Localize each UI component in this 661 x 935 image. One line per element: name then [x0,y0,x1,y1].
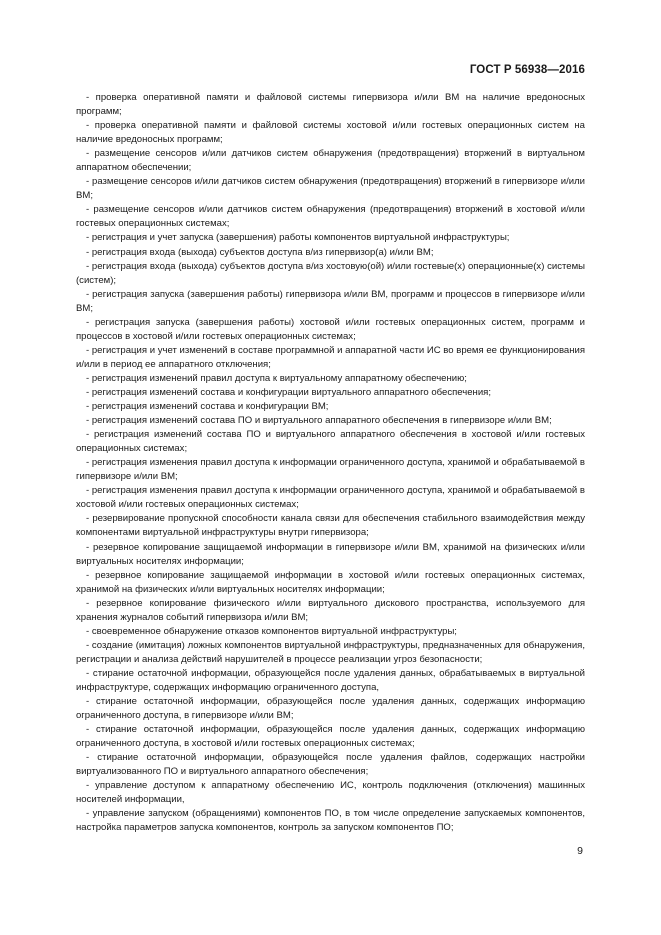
list-item: - регистрация изменений правил доступа к виртуальному аппаратному обеспечению; [86,372,467,384]
page-number: 9 [577,845,583,857]
list-item: - регистрация запуска (завершения работы) гипервизора и/или ВМ, программ и процессов в гипервизоре и/или ВМ; [76,288,585,314]
list-item: - резервное копирование физического и/или виртуального дискового пространства, используемого для хранения журналов событий гипервизора и/или ВМ; [76,597,585,623]
list-item: - регистрация и учет изменений в составе программной и аппаратной части ИС во время ее функционирования и/или в период ее аппаратного отключения; [76,344,585,370]
list-item: - регистрация входа (выхода) субъектов доступа в/из хостовую(ой) и/или гостевые(х) операционные(х) системы (систем); [76,260,585,286]
list-item: - регистрация запуска (завершения работы) хостовой и/или гостевых операционных систем, программ и процессов в хостовой и/или гостевых операционных системах; [76,316,585,342]
list-item: - размещение сенсоров и/или датчиков систем обнаружения (предотвращения) вторжений в гипервизоре и/или ВМ; [76,176,585,202]
list-item: - размещение сенсоров и/или датчиков систем обнаружения (предотвращения) вторжений в виртуальном аппаратном обеспечении; [76,148,585,174]
list-item: - регистрация и учет запуска (завершения) работы компонентов виртуальной инфраструктуры; [86,232,510,244]
list-item: - регистрация изменения правил доступа к информации ограниченного доступа, хранимой и обрабатываемой в гипервизоре и/или ВМ; [76,457,585,483]
measures-list [76,91,585,835]
list-item: - резервное копирование защищаемой информации в гипервизоре и/или ВМ, хранимой на физических и/или виртуальных носителях информации; [76,541,585,567]
list-item: - проверка оперативной памяти и файловой системы гипервизора и/или ВМ на наличие вредоносных программ; [76,92,585,118]
list-item: - стирание остаточной информации, образующейся после удаления данных, обрабатываемых в виртуальной инфраструктуре, содержащих информацию ограниченного доступа, [76,667,585,693]
standard-header: ГОСТ Р 56938—2016 [469,64,585,76]
list-item: - проверка оперативной памяти и файловой системы хостовой и/или гостевых операционных систем на наличие вредоносных программ; [76,120,585,146]
list-item: - размещение сенсоров и/или датчиков систем обнаружения (предотвращения) вторжений в хостовой и/или гостевых операционных системах; [76,204,585,230]
list-item: - стирание остаточной информации, образующейся после удаления данных, содержащих информацию ограниченного доступа, в хостовой и/или гостевых операционных системах; [76,724,585,750]
list-item: - регистрация изменений состава ПО и виртуального аппаратного обеспечения в гипервизоре и/или ВМ; [86,415,552,427]
list-item: - стирание остаточной информации, образующейся после удаления файлов, содержащих настройки виртуализованного ПО и виртуального аппаратного обеспечения; [76,752,585,778]
list-item: - регистрация изменений состава и конфигурации виртуального аппаратного обеспечения; [86,386,491,398]
list-item: - своевременное обнаружение отказов компонентов виртуальной инфраструктуры; [86,625,457,637]
list-item: - резервирование пропускной способности канала связи для обеспечения стабильного взаимодействия между компонентами виртуальной инфраструктуры внутри гипервизора; [76,513,585,539]
list-item: - управление доступом к аппаратному обеспечению ИС, контроль подключения (отключения) машинных носителей информации, [76,780,585,806]
list-item: - регистрация изменения правил доступа к информации ограниченного доступа, хранимой и обрабатываемой в хостовой и/или гостевых операционных системах; [76,485,585,511]
list-item: - создание (имитация) ложных компонентов виртуальной инфраструктуры, предназначенных для обнаружения, регистрации и анализа действий нарушителей в процессе реализации угроз безопасности; [76,639,585,665]
list-item: - резервное копирование защищаемой информации в хостовой и/или гостевых операционных системах, хранимой на физических и/или виртуальных носителях информации; [76,569,585,595]
list-item: - управление запуском (обращениями) компонентов ПО, в том числе определение запускаемых компонентов, настройка параметров запуска компонентов, контроль за запуском компонентов ПО; [76,808,585,834]
list-item: - регистрация входа (выхода) субъектов доступа в/из гипервизор(а) и/или ВМ; [86,246,434,258]
list-item: - регистрация изменений состава и конфигурации ВМ; [86,401,329,413]
list-item: - стирание остаточной информации, образующейся после удаления данных, содержащих информацию ограниченного доступа, в гипервизоре и/или ВМ; [76,696,585,722]
list-item: - регистрация изменений состава ПО и виртуального аппаратного обеспечения в хостовой и/или гостевых операционных системах; [76,429,585,455]
